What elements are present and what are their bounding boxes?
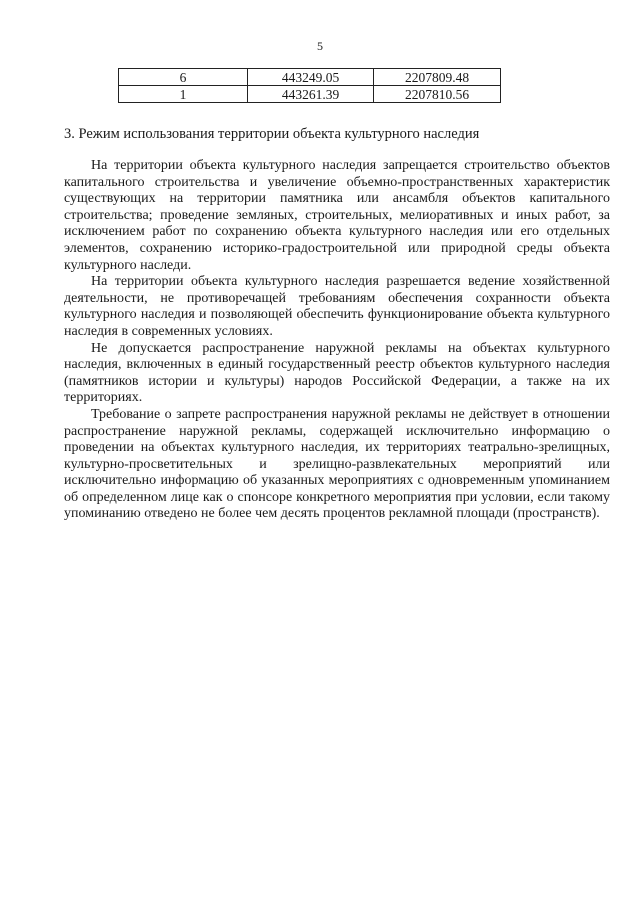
x-coordinate-cell: 443261.39 [248,86,374,103]
point-number-cell: 1 [119,86,248,103]
paragraph-advertising-exception: Требование о запрете распространения наружной рекламы не действует в отношении распространение наружной рекламы, содержащей исключительно информацию о проведении на объектах культурного наследия, их территориях театрально-зрелищных, культурно-просветительных и зрелищно-развлекательных мероприятий или исключительно информацию об указанных мероприятиях с одновременным упоминанием об определенном лице как о спонсоре конкретного мероприятия при условии, если такому упоминанию отведено не более чем десять процентов рекламной площади (пространств). [64,406,610,522]
paragraph-permitted-activity: На территории объекта культурного наследия разрешается ведение хозяйственной деятельности, не противоречащей требованиям обеспечения сохранности объекта культурного наследия и позволяющей обеспечить функционирование объекта культурного наследия в современных условиях. [64,274,610,339]
coordinates-table [118,68,501,103]
page-number: 5 [317,39,323,53]
table-row [119,86,501,103]
paragraph-construction-ban: На территории объекта культурного наследия запрещается строительство объектов капитального строительства и увеличение объемно-пространственных характеристик существующих на территории памятника или ансамбля объектов капитального строительства; проведение земляных, строительных, мелиоративных и иных работ, за исключением работ по сохранению объекта культурного наследия или его отдельных элементов, сохранению историко-градостроительной или природной среды объекта культурного наследи. [64,158,610,273]
paragraph-advertising-ban: Не допускается распространение наружной рекламы на объектах культурного наследия, включенных в единый государственный реестр объектов культурного наследия (памятников истории и культуры) народов Российской Федерации, а также на их территориях. [64,340,610,406]
point-number-cell: 6 [119,69,248,86]
section-body [64,158,610,523]
y-coordinate-cell: 2207810.56 [374,86,501,103]
y-coordinate-cell: 2207809.48 [374,69,501,86]
section-heading: 3. Режим использования территории объекта культурного наследия [64,126,480,142]
table-row [119,69,501,86]
x-coordinate-cell: 443249.05 [248,69,374,86]
